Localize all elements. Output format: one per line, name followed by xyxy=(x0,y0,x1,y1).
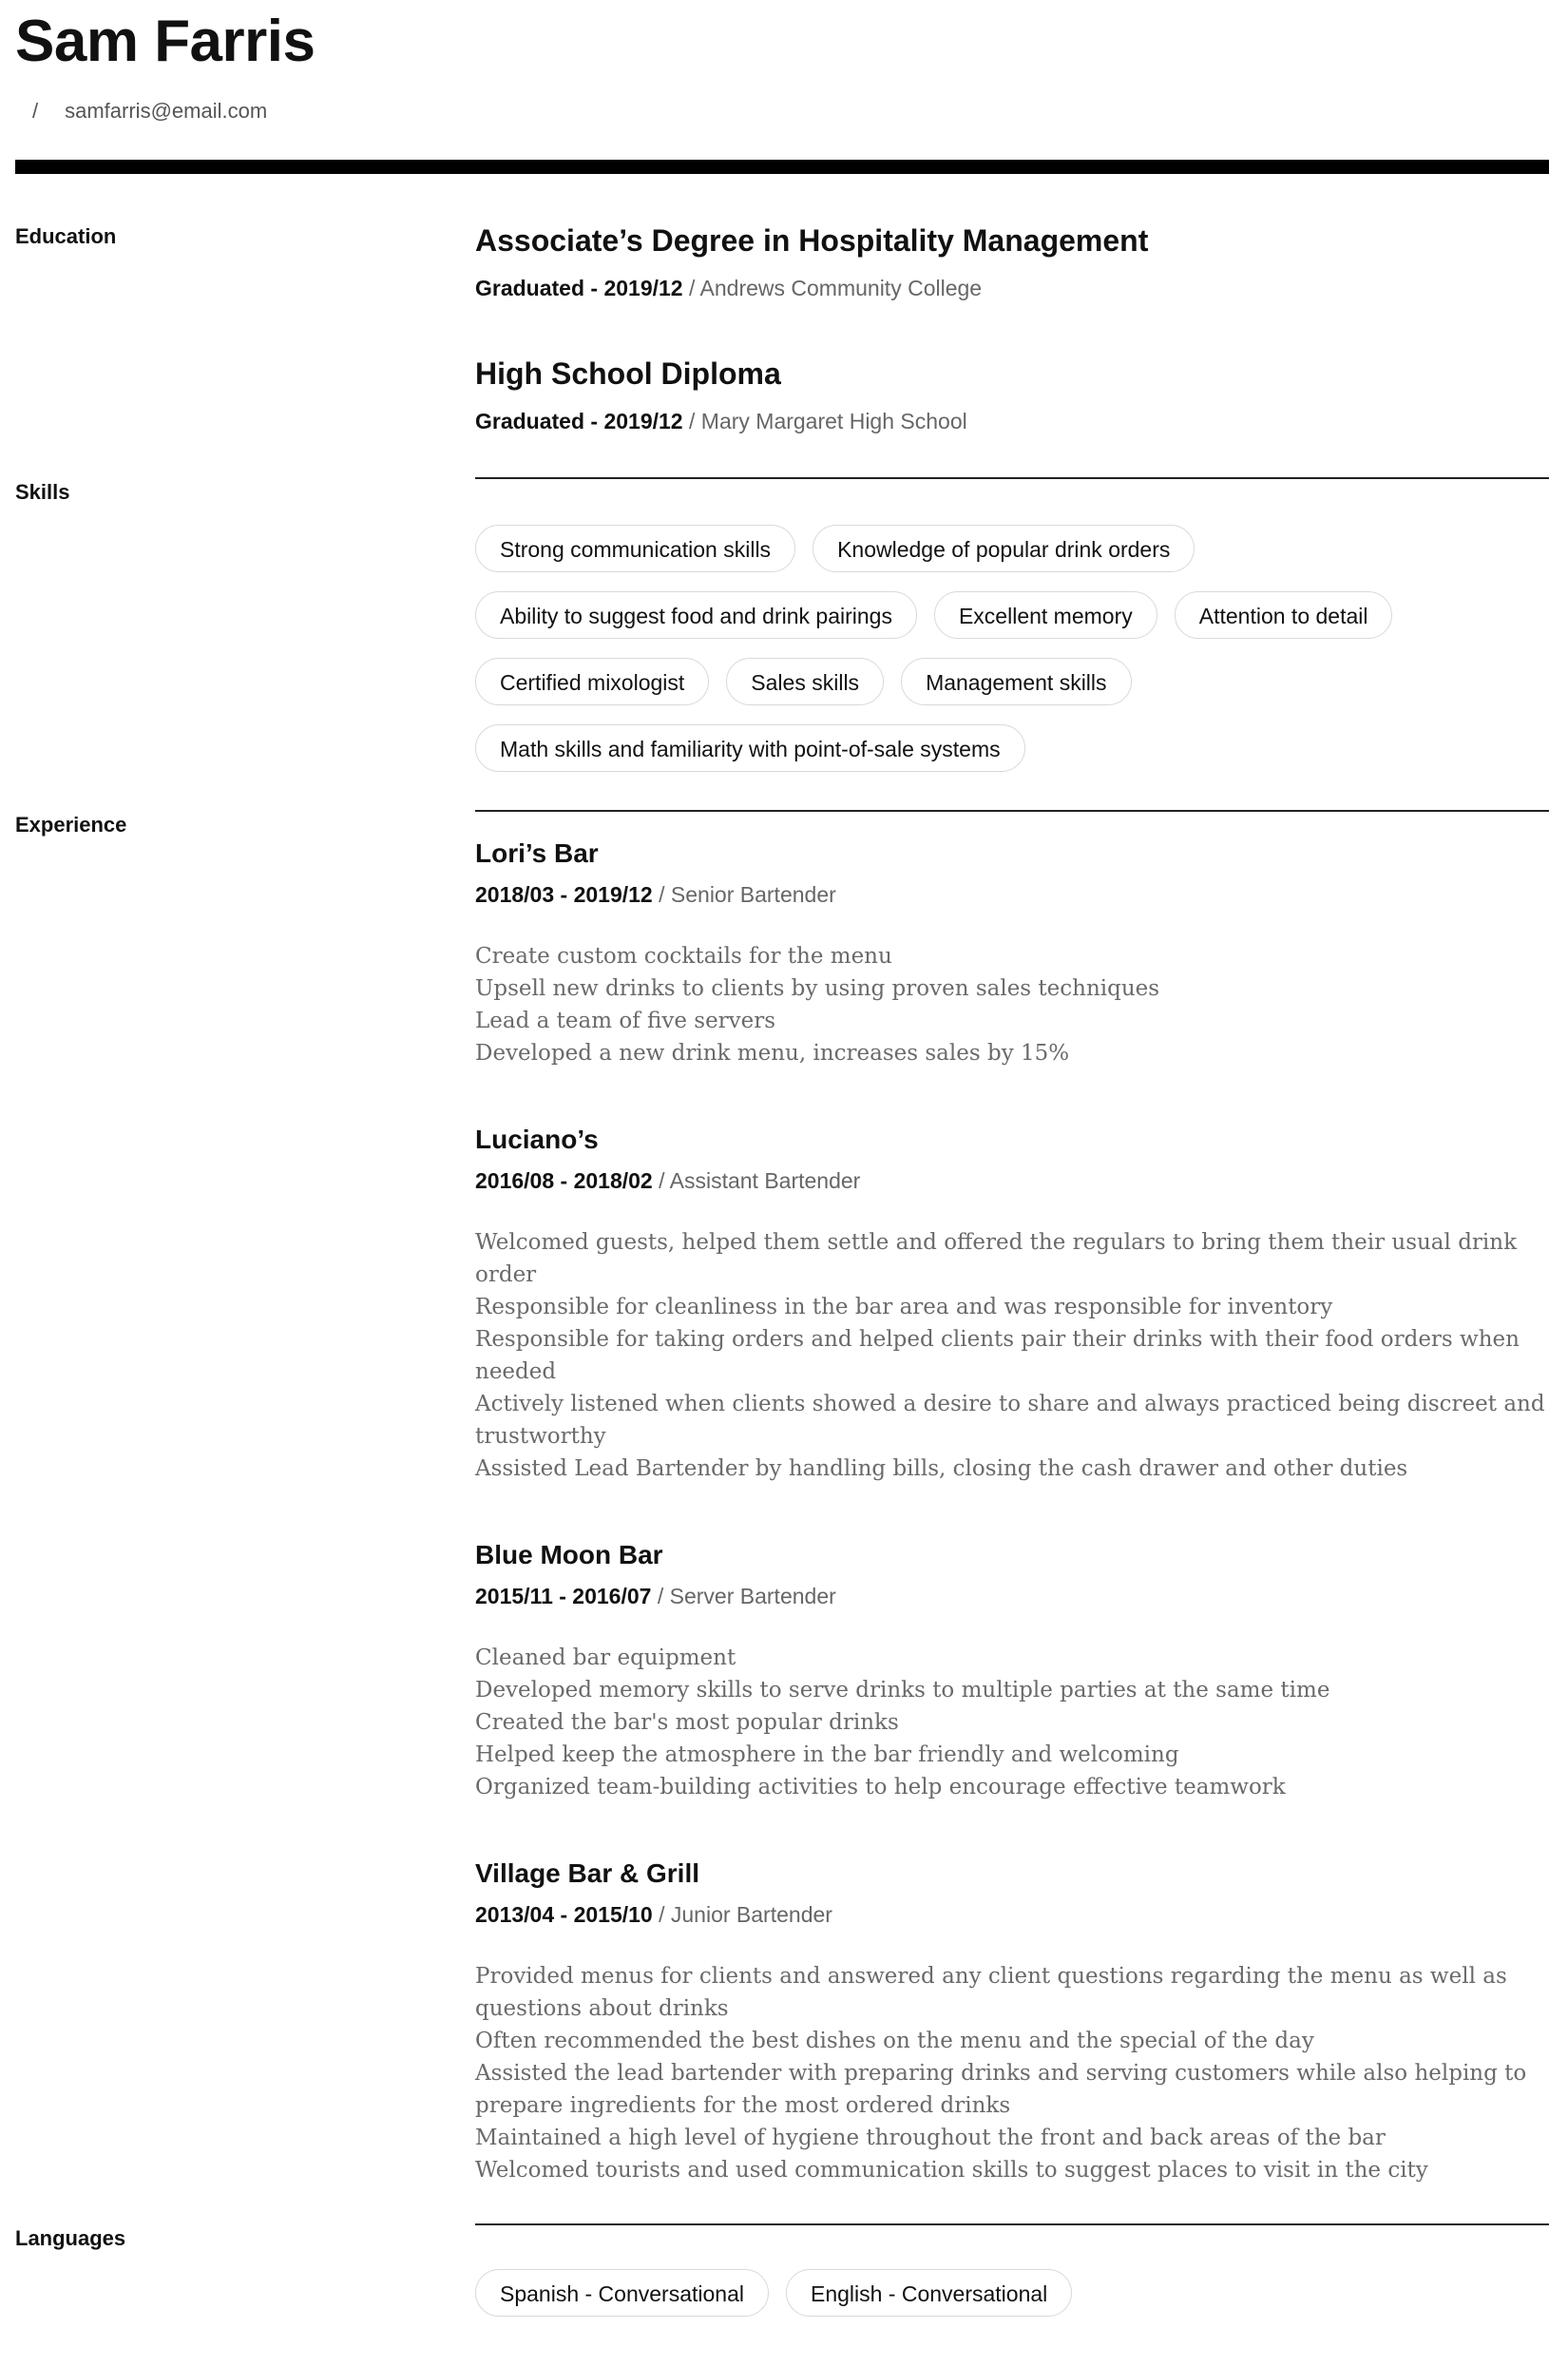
skill-chip: Strong communication skills xyxy=(475,525,795,572)
education-meta xyxy=(475,409,1549,434)
job-meta xyxy=(475,1584,1549,1609)
email-address[interactable]: samfarris@email.com xyxy=(65,99,268,123)
skill-chip: Certified mixologist xyxy=(475,658,709,705)
duty-item: Assisted Lead Bartender by handling bills, closing the cash drawer and other duties xyxy=(475,1456,1408,1481)
duty-item: Actively listened when clients showed a desire to share and always practiced being discreet and trustworthy xyxy=(475,1392,1545,1449)
language-chip: English - Conversational xyxy=(786,2269,1072,2317)
company-name: Village Bar & Grill xyxy=(475,1858,700,1888)
skill-chip: Excellent memory xyxy=(934,591,1157,639)
duty-item: Often recommended the best dishes on the menu and the special of the day xyxy=(475,2029,1314,2053)
company-name: Blue Moon Bar xyxy=(475,1540,663,1569)
graduation-date: Graduated - 2019/12 xyxy=(475,276,683,300)
degree-title: High School Diploma xyxy=(475,356,781,391)
school-name: Mary Margaret High School xyxy=(700,409,967,433)
contact-line xyxy=(32,99,267,124)
school-name: Andrews Community College xyxy=(699,276,983,300)
duty-item: Developed a new drink menu, increases sales by 15% xyxy=(475,1041,1070,1066)
duty-item: Cleaned bar equipment xyxy=(475,1645,736,1670)
job-role: Assistant Bartender xyxy=(669,1168,861,1193)
duty-item: Developed memory skills to serve drinks to multiple parties at the same time xyxy=(475,1678,1330,1703)
meta-separator: / xyxy=(652,1902,671,1927)
duty-item: Helped keep the atmosphere in the bar friendly and welcoming xyxy=(475,1742,1179,1767)
header-divider xyxy=(15,160,1549,174)
job-role: Senior Bartender xyxy=(670,882,836,907)
duty-item: Created the bar's most popular drinks xyxy=(475,1710,899,1735)
job-meta xyxy=(475,1902,1549,1928)
skill-chip: Math skills and familiarity with point-of-sale systems xyxy=(475,724,1025,772)
skill-chip: Attention to detail xyxy=(1175,591,1393,639)
languages-list xyxy=(475,2269,1549,2336)
experience-entry xyxy=(475,1125,1549,1485)
section-label-languages: Languages xyxy=(15,2226,126,2250)
experience-entry xyxy=(475,838,1549,1069)
job-meta xyxy=(475,882,1549,908)
meta-separator: / xyxy=(652,1168,670,1193)
duty-item: Lead a team of five servers xyxy=(475,1009,776,1033)
section-divider xyxy=(475,810,1549,812)
duties-list xyxy=(475,940,1549,1069)
graduation-date: Graduated - 2019/12 xyxy=(475,409,683,433)
education-entry xyxy=(475,223,1549,301)
skill-chip: Knowledge of popular drink orders xyxy=(813,525,1195,572)
section-divider xyxy=(475,2223,1549,2225)
duty-item: Responsible for taking orders and helped clients pair their drinks with their food orders when needed xyxy=(475,1327,1520,1384)
employment-dates: 2016/08 - 2018/02 xyxy=(475,1168,653,1193)
education-meta xyxy=(475,276,1549,301)
duty-item: Organized team-building activities to help encourage effective teamwork xyxy=(475,1775,1286,1799)
section-label-skills: Skills xyxy=(15,480,70,504)
company-name: Luciano’s xyxy=(475,1125,599,1154)
section-label-education: Education xyxy=(15,224,117,248)
meta-separator: / xyxy=(682,409,701,433)
language-chip: Spanish - Conversational xyxy=(475,2269,769,2317)
company-name: Lori’s Bar xyxy=(475,838,599,868)
duty-item: Provided menus for clients and answered any client questions regarding the menu as well as questions about drinks xyxy=(475,1964,1507,2021)
duty-item: Assisted the lead bartender with preparing drinks and serving customers while also helping to prepare ingredients for the most ordered drinks xyxy=(475,2061,1527,2118)
employment-dates: 2013/04 - 2015/10 xyxy=(475,1902,653,1927)
meta-separator: / xyxy=(651,1584,670,1608)
experience-entry xyxy=(475,1858,1549,2186)
meta-separator: / xyxy=(652,882,671,907)
duties-list xyxy=(475,1642,1549,1803)
job-role: Junior Bartender xyxy=(670,1902,832,1927)
degree-title: Associate’s Degree in Hospitality Management xyxy=(475,223,1149,258)
duty-item: Create custom cocktails for the menu xyxy=(475,944,892,969)
skills-list xyxy=(475,525,1549,791)
job-meta xyxy=(475,1168,1549,1194)
duty-item: Responsible for cleanliness in the bar area and was responsible for inventory xyxy=(475,1295,1333,1319)
skill-chip: Management skills xyxy=(901,658,1131,705)
section-divider xyxy=(475,477,1549,479)
candidate-name: Sam Farris xyxy=(15,9,316,74)
employment-dates: 2018/03 - 2019/12 xyxy=(475,882,653,907)
duty-item: Welcomed guests, helped them settle and offered the regulars to bring them their usual drink order xyxy=(475,1230,1518,1287)
meta-separator: / xyxy=(682,276,700,300)
duty-item: Welcomed tourists and used communication skills to suggest places to visit in the city xyxy=(475,2158,1428,2183)
section-label-experience: Experience xyxy=(15,813,127,837)
duties-list xyxy=(475,1226,1549,1485)
job-role: Server Bartender xyxy=(669,1584,836,1608)
skill-chip: Ability to suggest food and drink pairings xyxy=(475,591,917,639)
skill-chip: Sales skills xyxy=(726,658,884,705)
duties-list xyxy=(475,1960,1549,2186)
duty-item: Upsell new drinks to clients by using proven sales techniques xyxy=(475,976,1160,1001)
contact-separator: / xyxy=(32,99,39,123)
duty-item: Maintained a high level of hygiene throughout the front and back areas of the bar xyxy=(475,2126,1386,2150)
experience-entry xyxy=(475,1540,1549,1803)
education-entry xyxy=(475,356,1549,434)
employment-dates: 2015/11 - 2016/07 xyxy=(475,1584,652,1608)
